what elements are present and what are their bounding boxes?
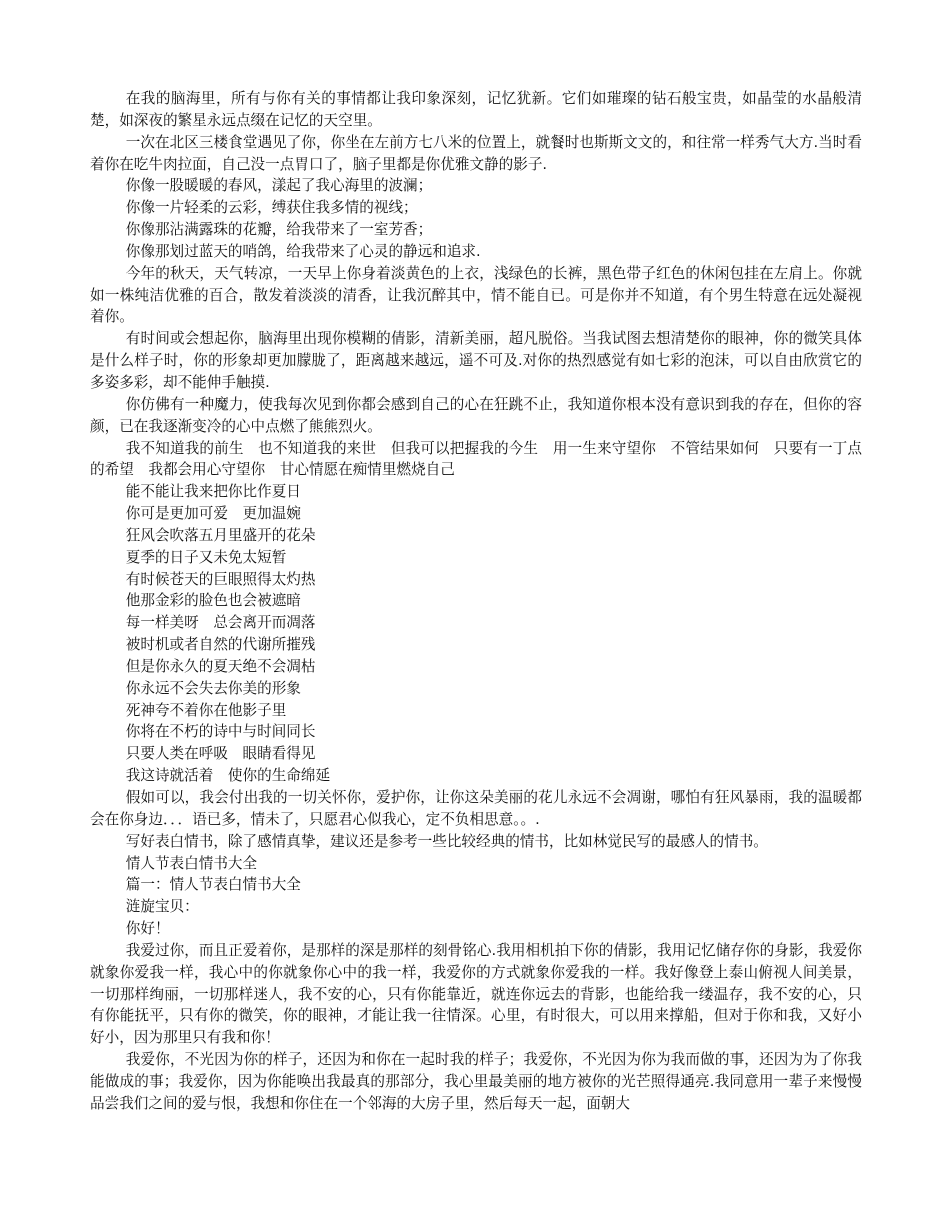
text-line: 被时机或者自然的代谢所摧残: [125, 636, 316, 654]
text-line: 你像一股暖暖的春风，漾起了我心海里的波澜；: [125, 177, 433, 195]
paragraph: 在我的脑海里，所有与你有关的事情都让我印象深刻，记忆犹新。它们如璀璨的钻石般宝贵，如晶莹的水晶般清楚，如深夜的繁星永远点缀在记忆的天空里。: [90, 90, 862, 129]
text-line: 你可是更加可爱 更加温婉: [125, 505, 301, 523]
text-line: 只要人类在呼吸 眼睛看得见: [125, 745, 316, 763]
paragraph: 你仿佛有一种魔力，使我每次见到你都会感到自己的心在狂跳不止，我知道你根本没有意识到我的存在，但你的容颜，已在我逐渐变冷的心中点燃了熊熊烈火。: [90, 395, 862, 435]
paragraph: 写好表白情书，除了感情真挚，建议还是参考一些比较经典的情书，比如林觉民写的最感人的情书。: [125, 832, 768, 850]
text-line: 篇一：情人节表白情书大全: [125, 876, 301, 894]
text-line: 你永远不会失去你美的形象: [125, 679, 301, 697]
paragraph: 今年的秋天，天气转凉，一天早上你身着淡黄色的上衣，浅绿色的长裤，黑色带子红色的休闲包挂在左肩上。你就如一株纯洁优雅的百合，散发着淡淡的清香，让我沉醉其中，情不能自已。可是你并不知道，有个男生特意在远处凝视着你。: [90, 264, 862, 326]
text-line: 你像那划过蓝天的哨鸽，给我带来了心灵的静远和追求.: [125, 242, 481, 260]
text-line: 你像一片轻柔的云彩，缚获住我多情的视线；: [125, 199, 418, 217]
text-line: 能不能让我来把你比作夏日: [125, 483, 301, 501]
paragraph: 假如可以，我会付出我的一切关怀你，爱护你，让你这朵美丽的花儿永远不会凋谢，哪怕有狂风暴雨，我的温暖都会在你身边．．．语已多，情未了，只愿君心似我心，定不负相思意。。.: [90, 789, 862, 828]
paragraph: 我爱过你，而且正爱着你，是那样的深是那样的刻骨铭心.我用相机拍下你的倩影，我用记忆储存你的身影，我爱你就象你爱我一样，我心中的你就象你心中的我一样，我爱你的方式就象你爱我的一样。我好像登上泰山俯视人间美景，一切那样绚丽，一切那样迷人，我不安的心，只有你能靠近，就连你远去的背影，也能给我一缕温存，我不安的心，只有你能抚平，只有你的微笑，你的眼神，才能让我一往情深。心里，有时很大，可以用来撑船，但对于你和我，又好小好小，因为那里只有我和你！: [90, 941, 862, 1047]
text-line: 每一样美呀 总会离开而凋落: [125, 614, 316, 632]
text-line: 你将在不朽的诗中与时间同长: [125, 723, 316, 741]
document-page: [90, 88, 862, 1115]
text-line: 涟旋宝贝：: [125, 898, 199, 916]
text-line: 他那金彩的脸色也会被遮暗: [125, 592, 301, 610]
text-line: 有时候苍天的巨眼照得太灼热: [125, 570, 316, 588]
paragraph: 有时间或会想起你，脑海里出现你模糊的倩影，清新美丽，超凡脱俗。当我试图去想清楚你的眼神，你的微笑具体是什么样子时，你的形象却更加朦胧了，距离越来越远，遥不可及.对你的热烈感觉有如七彩的泡沫，可以自由欣赏它的多姿多彩，却不能伸手触摸.: [90, 330, 862, 391]
text-line: 死神夸不着你在他影子里: [125, 701, 287, 719]
text-line: 夏季的日子又未免太短暂: [125, 548, 287, 566]
paragraph: 我不知道我的前生 也不知道我的来世 但我可以把握我的今生 用一生来守望你 不管结果如何 只要有一丁点的希望 我都会用心守望你 甘心情愿在痴情里燃烧自己: [90, 439, 862, 479]
text-line: 我这诗就活着 使你的生命绵延: [125, 767, 331, 785]
text-line: 狂风会吹落五月里盛开的花朵: [125, 526, 316, 544]
paragraph: 我爱你，不光因为你的样子，还因为和你在一起时我的样子；我爱你，不光因为你为我而做的事，还因为为了你我能做成的事；我爱你，因为你能唤出我最真的那部分，我心里最美丽的地方被你的光芒照得通亮.我同意用一辈子来慢慢品尝我们之间的爱与恨，我想和你住在一个邻海的大房子里，然后每天一起，面朝大: [90, 1051, 862, 1112]
text-line: 但是你永久的夏天绝不会凋枯: [125, 657, 316, 675]
text-line: 你像那沾满露珠的花瓣，给我带来了一室芳香；: [125, 221, 433, 239]
text-line: 你好！: [125, 920, 170, 938]
paragraph: 一次在北区三楼食堂遇见了你，你坐在左前方七八米的位置上，就餐时也斯斯文文的，和往常一样秀气大方.当时看着你在吃牛肉拉面，自己没一点胃口了，脑子里都是你优雅文静的影子.: [90, 133, 862, 173]
text-line: 情人节表白情书大全: [125, 854, 258, 872]
